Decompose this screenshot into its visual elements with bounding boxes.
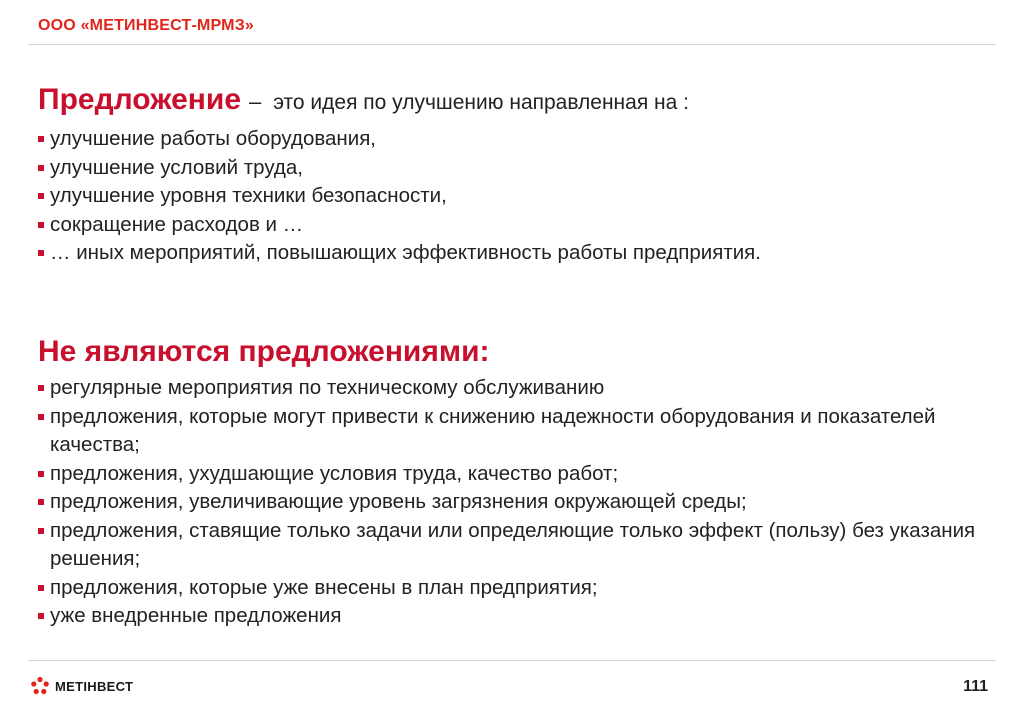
proposal-title: Предложение bbox=[38, 83, 242, 116]
bullet-icon bbox=[38, 585, 44, 591]
bullet-icon bbox=[38, 385, 44, 391]
list-item-text: предложения, ставящие только задачи или определяющие только эффект (пользу) без указания решения; bbox=[50, 518, 976, 570]
header-divider bbox=[28, 44, 996, 45]
list-item bbox=[38, 374, 988, 403]
list-item-text: улучшение уровня техники безопасности, bbox=[50, 184, 447, 207]
footer-divider bbox=[28, 660, 996, 661]
list-item bbox=[38, 239, 988, 268]
bullet-icon bbox=[38, 136, 44, 142]
list-item-text: сокращение расходов и … bbox=[50, 212, 304, 236]
not-proposals-list bbox=[38, 374, 988, 631]
page-number: 111 bbox=[963, 678, 988, 695]
list-item bbox=[38, 488, 988, 517]
section-not-proposals bbox=[38, 330, 988, 631]
bullet-icon bbox=[38, 250, 44, 256]
list-item bbox=[38, 574, 988, 603]
list-item bbox=[38, 602, 988, 631]
proposal-intro: это идея по улучшению направленная на : bbox=[273, 91, 689, 114]
list-item-text: улучшение условий труда, bbox=[50, 155, 303, 179]
bullet-icon bbox=[38, 414, 44, 420]
not-proposals-title: Не являются предложениями: bbox=[38, 335, 490, 368]
title-dash: – bbox=[249, 89, 262, 114]
bullet-icon bbox=[38, 165, 44, 171]
list-item bbox=[38, 460, 988, 489]
list-item bbox=[38, 403, 988, 460]
company-header: ООО «МЕТИНВЕСТ-МРМЗ» bbox=[38, 17, 255, 34]
list-item bbox=[38, 211, 988, 240]
bullet-icon bbox=[38, 471, 44, 477]
metinvest-logo-icon bbox=[30, 676, 50, 696]
logo-wordmark: МЕТІНВЕСТ bbox=[55, 678, 134, 694]
list-item-text: уже внедренные предложения bbox=[50, 604, 342, 627]
list-item-text: улучшение работы оборудования, bbox=[50, 127, 376, 150]
proposal-heading-line bbox=[38, 80, 988, 125]
bullet-icon bbox=[38, 193, 44, 199]
metinvest-logo bbox=[30, 676, 133, 696]
proposal-list bbox=[38, 125, 988, 268]
list-item-text: регулярные мероприятия по техническому обслуживанию bbox=[50, 376, 605, 399]
list-item-text: … иных мероприятий, повышающих эффективность работы предприятия. bbox=[50, 241, 761, 264]
bullet-icon bbox=[38, 528, 44, 534]
list-item-text: предложения, которые могут привести к снижению надежности оборудования и показателей качества; bbox=[50, 404, 936, 456]
list-item bbox=[38, 125, 988, 154]
bullet-icon bbox=[38, 499, 44, 505]
list-item bbox=[38, 154, 988, 183]
bullet-icon bbox=[38, 613, 44, 619]
list-item-text: предложения, увеличивающие уровень загрязнения окружающей среды; bbox=[50, 490, 747, 513]
list-item bbox=[38, 182, 988, 211]
list-item-text: предложения, ухудшающие условия труда, качество работ; bbox=[50, 461, 619, 485]
list-item-text: предложения, которые уже внесены в план предприятия; bbox=[50, 575, 598, 599]
list-item bbox=[38, 517, 988, 574]
bullet-icon bbox=[38, 222, 44, 228]
section-proposal bbox=[38, 80, 988, 268]
